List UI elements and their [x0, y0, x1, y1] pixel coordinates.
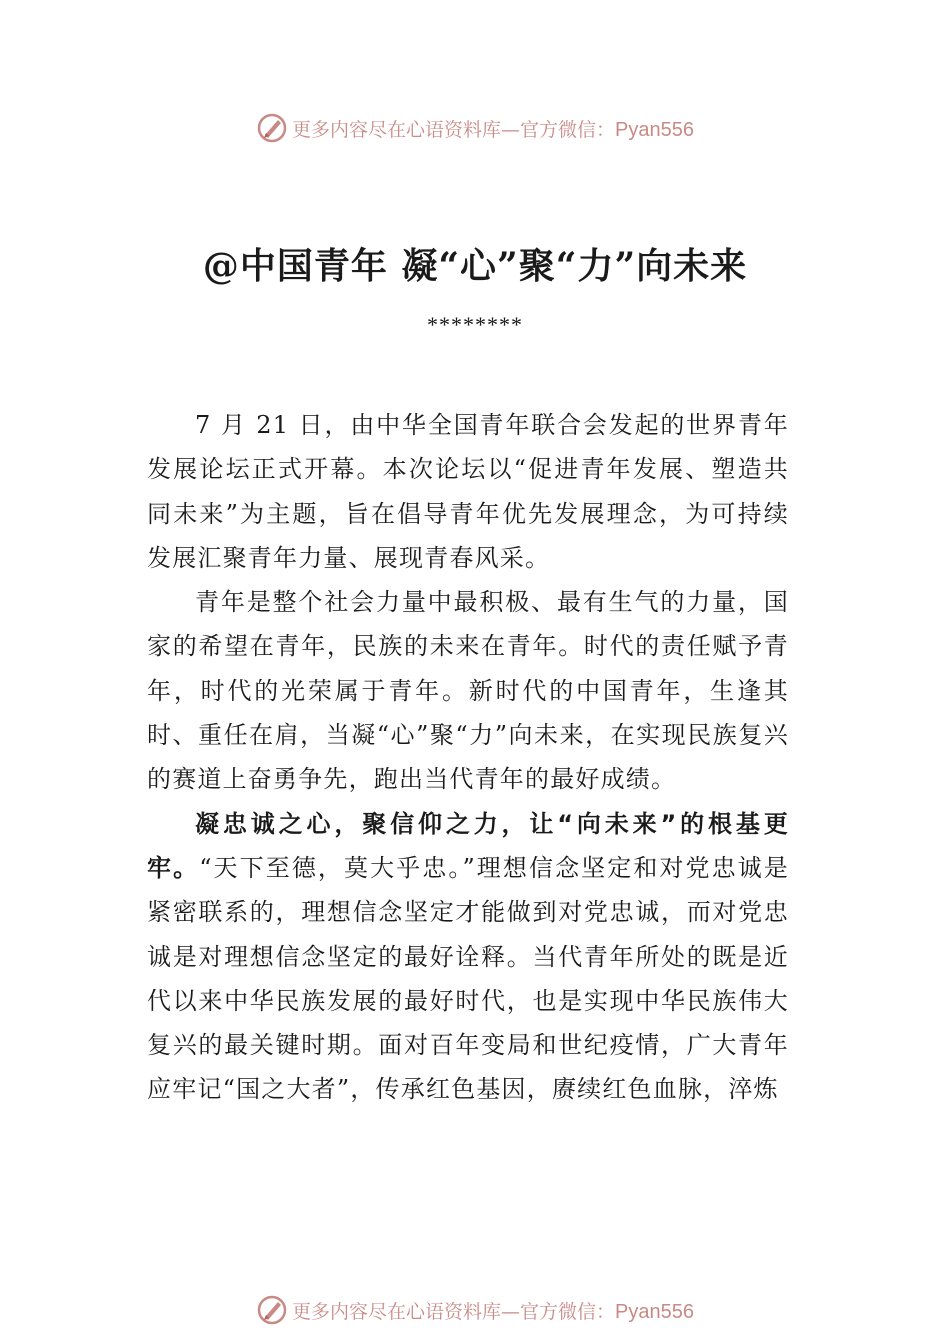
paragraph-1	[147, 403, 789, 580]
paragraph-3-lead: 凝忠诚之心，聚信仰之力，让“向未来”的根基更牢。	[147, 809, 789, 882]
pen-logo-icon	[256, 1294, 288, 1326]
pen-logo-icon	[256, 112, 288, 144]
footer-watermark	[0, 1290, 950, 1330]
paragraph-3-text: “天下至德，莫大乎忠。”理想信念坚定和对党忠诚是紧密联系的，理想信念坚定才能做到对党忠诚，而对党忠诚是对理想信念坚定的最好诠释。当代青年所处的既是近代以来中华民族发展的最好时代，也是实现中华民族伟大复兴的最关键时期。面对百年变局和世纪疫情，广大青年应牢记“国之大者”，传承红色基因，赓续红色血脉，淬炼	[147, 853, 789, 1104]
watermark-text: 更多内容尽在心语资料库—官方微信：Pyan556	[292, 1300, 694, 1323]
document-author: ********	[427, 312, 523, 337]
header-watermark	[0, 108, 950, 148]
paragraph-2-text: 青年是整个社会力量中最积极、最有生气的力量，国家的希望在青年，民族的未来在青年。时代的责任赋予青年，时代的光荣属于青年。新时代的中国青年，生逢其时、重任在肩，当凝“心”聚“力”向未来，在实现民族复兴的赛道上奋勇争先，跑出当代青年的最好成绩。	[147, 588, 789, 794]
watermark-text: 更多内容尽在心语资料库—官方微信：Pyan556	[292, 118, 694, 141]
paragraph-2	[147, 580, 789, 801]
paragraph-1-text: 7 月 21 日，由中华全国青年联合会发起的世界青年发展论坛正式开幕。本次论坛以“促进青年发展、塑造共同未来”为主题，旨在倡导青年优先发展理念，为可持续发展汇聚青年力量、展现青春风采。	[147, 411, 789, 572]
document-title: @中国青年 凝“心”聚“力”向未来	[202, 245, 748, 287]
paragraph-3	[147, 802, 789, 1112]
document-body	[147, 403, 789, 1112]
